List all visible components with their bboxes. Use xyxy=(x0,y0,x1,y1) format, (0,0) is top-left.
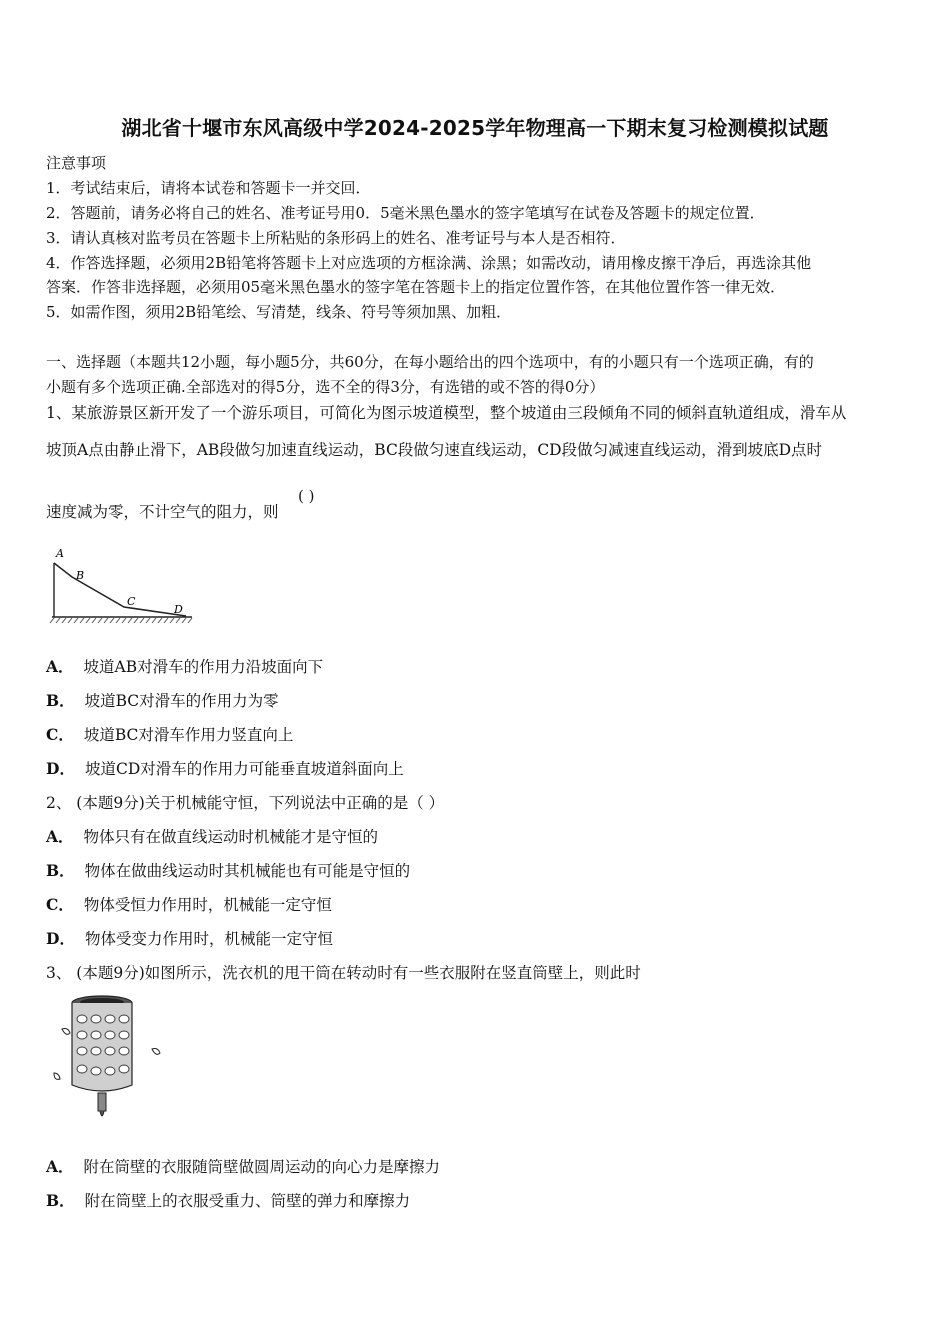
q2-option-b: B． 物体在做曲线运动时其机械能也有可能是守恒的 xyxy=(46,861,411,880)
point-label-b: B xyxy=(76,569,85,582)
q2-option-c: C． 物体受恒力作用时，机械能一定守恒 xyxy=(46,895,332,914)
q1-option-d: D． 坡道CD对滑车的作用力可能垂直坡道斜面向上 xyxy=(46,759,404,778)
ground-hatching xyxy=(50,618,192,623)
section-instructions: 一、选择题（本题共12小题，每小题5分，共60分，在每小题给出的四个选项中，有的小题只有一个选项正确，有的 xyxy=(46,353,814,371)
q1-option-b: B． 坡道BC对滑车的作用力为零 xyxy=(46,691,279,710)
question-2-stem: 2、 (本题9分)关于机械能守恒，下列说法中正确的是（ ） xyxy=(46,794,445,812)
point-label-a: A xyxy=(56,547,64,560)
notice-item: 3．请认真核对监考员在答题卡上所粘贴的条形码上的姓名、准考证号与本人是否相符． xyxy=(46,229,626,247)
q3-option-a: A． 附在筒壁的衣服随筒壁做圆周运动的向心力是摩擦力 xyxy=(46,1157,441,1176)
question-1-stem-cont: 坡顶A点由静止滑下，AB段做匀加速直线运动，BC段做匀速直线运动，CD段做匀减速直线运动，滑到坡底D点时 xyxy=(46,441,823,459)
q2-option-d: D． 物体受变力作用时，机械能一定守恒 xyxy=(46,929,333,948)
shaft-tip xyxy=(100,1111,104,1116)
question-1-stem: 1、某旅游景区新开发了一个游乐项目，可简化为图示坡道模型，整个坡道由三段倾角不同的倾斜直轨道组成，滑车从 xyxy=(46,404,847,422)
notice-item: 5．如需作图，须用2B铅笔绘、写清楚，线条、符号等须加黑、加粗． xyxy=(46,303,512,321)
drum-shaft xyxy=(98,1093,106,1111)
page-title: 湖北省十堰市东风高级中学2024-2025学年物理高一下期末复习检测模拟试题 xyxy=(121,116,829,140)
q1-option-a: A． 坡道AB对滑车的作用力沿坡面向下 xyxy=(46,657,324,676)
q2-option-a: A． 物体只有在做直线运动时机械能才是守恒的 xyxy=(46,827,379,846)
question-3-stem: 3、 (本题9分)如图所示，洗衣机的甩干筒在转动时有一些衣服附在竖直筒壁上，则此时 xyxy=(46,964,641,982)
question-1-stem-end: 速度减为零，不计空气的阻力，则 xyxy=(46,503,279,521)
notice-item: 4．作答选择题，必须用2B铅笔将答题卡上对应选项的方框涂满、涂黑；如需改动，请用橡皮擦干净后，再选涂其他 xyxy=(46,254,812,272)
slope-track xyxy=(54,563,186,616)
notice-item: 答案．作答非选择题，必须用05毫米黑色墨水的签字笔在答题卡上的指定位置作答，在其他位置作答一律无效． xyxy=(46,278,786,296)
spin-dryer-diagram xyxy=(48,993,166,1125)
q3-option-b: B． 附在筒壁上的衣服受重力、筒壁的弹力和摩擦力 xyxy=(46,1191,411,1210)
point-label-c: C xyxy=(127,595,136,608)
notice-item: 2．答题前，请务必将自己的姓名、准考证号用0．5毫米黑色墨水的签字笔填写在试卷及答题卡的规定位置． xyxy=(46,204,765,222)
section-instructions-cont: 小题有多个选项正确.全部选对的得5分，选不全的得3分，有选错的或不答的得0分） xyxy=(46,378,605,396)
notice-item: 1．考试结束后，请将本试卷和答题卡一并交回． xyxy=(46,179,371,197)
slope-diagram xyxy=(46,545,196,627)
notice-heading: 注意事项 xyxy=(46,154,107,172)
answer-bracket: ( ) xyxy=(298,487,315,505)
point-label-d: D xyxy=(174,603,183,616)
q1-option-c: C． 坡道BC对滑车作用力竖直向上 xyxy=(46,725,294,744)
